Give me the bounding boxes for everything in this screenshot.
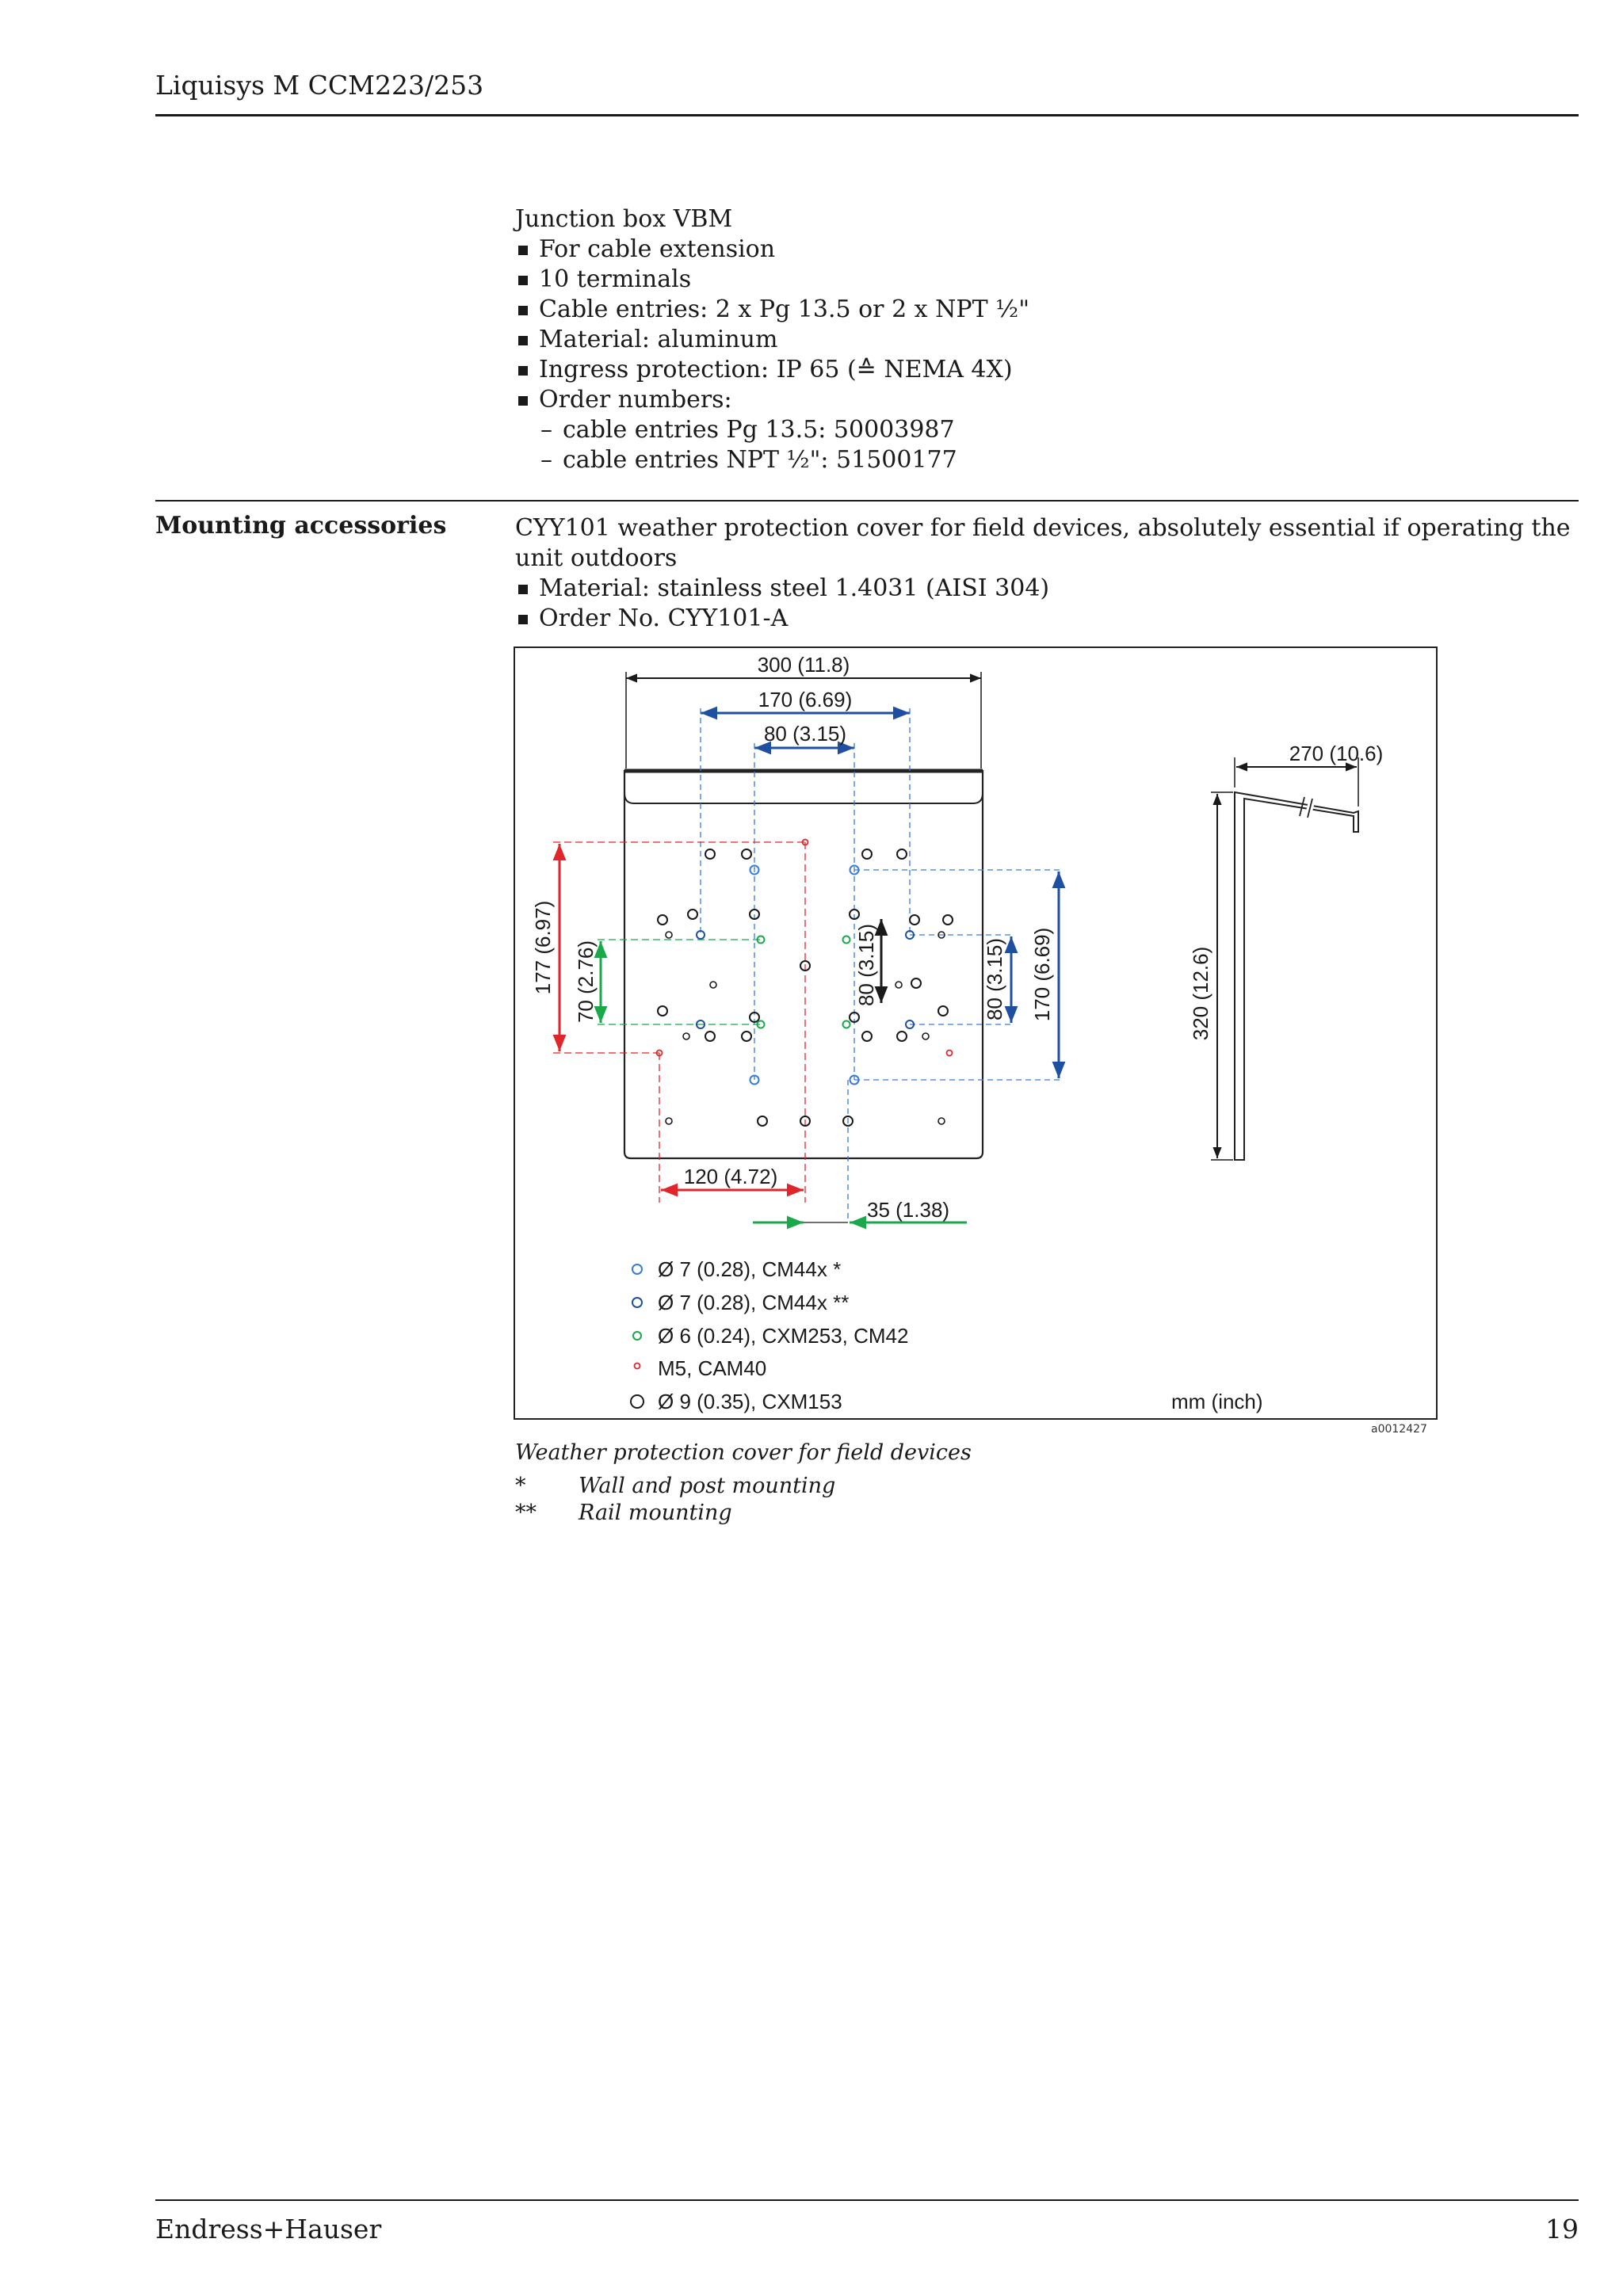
- dim-width-total: 300 (11.8): [757, 653, 850, 677]
- order-numbers-list: [515, 415, 1569, 475]
- legend-green-icon: [633, 1332, 641, 1340]
- dim-bottom-35: 35 (1.38): [867, 1198, 950, 1222]
- list-item: Cable entries: 2 x Pg 13.5 or 2 x NPT ½": [515, 295, 1569, 325]
- footnote-mark: *: [515, 1474, 526, 1498]
- dim-center-80: 80 (3.15): [854, 923, 878, 1007]
- cover-bend: [624, 793, 983, 803]
- list-item: Material: aluminum: [515, 325, 1569, 355]
- list-item: 10 terminals: [515, 265, 1569, 295]
- dim-width-170: 170 (6.69): [758, 688, 853, 711]
- legend-item: Ø 6 (0.24), CXM253, CM42: [658, 1324, 909, 1348]
- legend-item: Ø 7 (0.28), CM44x *: [658, 1257, 842, 1281]
- holes-green: [758, 936, 850, 1028]
- figure-caption: Weather protection cover for field devices: [515, 1440, 972, 1465]
- mounting-block: [515, 513, 1577, 634]
- holes-light-blue: [750, 866, 859, 1085]
- list-item: Material: stainless steel 1.4031 (AISI 304): [515, 574, 1577, 604]
- dim-width-80: 80 (3.15): [763, 722, 847, 746]
- dim-left-70: 70 (2.76): [574, 940, 598, 1024]
- legend-item: Ø 9 (0.35), CXM153: [658, 1390, 842, 1413]
- figure-code: a0012427: [1371, 1423, 1427, 1436]
- dim-left-177: 177 (6.97): [531, 900, 555, 995]
- page-header-title: Liquisys M CCM223/253: [155, 70, 484, 101]
- footnote-text: Rail mounting: [579, 1501, 732, 1525]
- legend-red-icon: [635, 1363, 640, 1369]
- footnote-row: [515, 1501, 732, 1525]
- mounting-list: [515, 574, 1577, 634]
- weather-cover-figure: [514, 646, 1438, 1420]
- section-rule: [155, 500, 1579, 502]
- junction-box-block: [515, 204, 1569, 475]
- footnote-mark: **: [515, 1501, 537, 1525]
- junction-box-heading: Junction box VBM: [515, 205, 733, 233]
- dim-right-170: 170 (6.69): [1030, 927, 1054, 1022]
- junction-box-list: [515, 235, 1569, 415]
- dim-bottom-120: 120 (4.72): [683, 1165, 778, 1188]
- footer-brand: Endress+Hauser: [155, 2214, 382, 2245]
- dim-side-width: 270 (10.6): [1289, 742, 1384, 765]
- figure-legend: [631, 1257, 908, 1413]
- list-item: – cable entries NPT ½": 51500177: [515, 445, 1569, 475]
- legend-item: M5, CAM40: [658, 1356, 767, 1380]
- side-view: [1211, 757, 1358, 1160]
- page-number: 19: [1545, 2214, 1579, 2245]
- legend-item: Ø 7 (0.28), CM44x **: [658, 1291, 850, 1314]
- list-item: Ingress protection: IP 65 (≙ NEMA 4X): [515, 355, 1569, 385]
- list-item: Order numbers:: [515, 385, 1569, 415]
- dim-side-height: 320 (12.6): [1189, 946, 1212, 1041]
- footnote-row: [515, 1474, 835, 1498]
- legend-black-icon: [631, 1395, 643, 1408]
- header-rule: [155, 114, 1579, 116]
- footnote-text: Wall and post mounting: [579, 1474, 836, 1498]
- list-item: – cable entries Pg 13.5: 50003987: [515, 415, 1569, 445]
- legend-dark-blue-icon: [632, 1298, 642, 1307]
- dim-right-80: 80 (3.15): [983, 937, 1006, 1021]
- list-item: Order No. CYY101-A: [515, 604, 1577, 634]
- technical-drawing: [515, 648, 1436, 1418]
- legend-light-blue-icon: [632, 1264, 642, 1274]
- footer-rule: [155, 2199, 1579, 2201]
- unit-label: mm (inch): [1171, 1390, 1263, 1413]
- mounting-section-label: Mounting accessories: [155, 512, 447, 540]
- list-item: For cable extension: [515, 235, 1569, 265]
- cover-plate-outline: [624, 771, 983, 1158]
- mounting-intro: CYY101 weather protection cover for field devices, absolutely essential if operating the unit outdoors: [515, 514, 1571, 572]
